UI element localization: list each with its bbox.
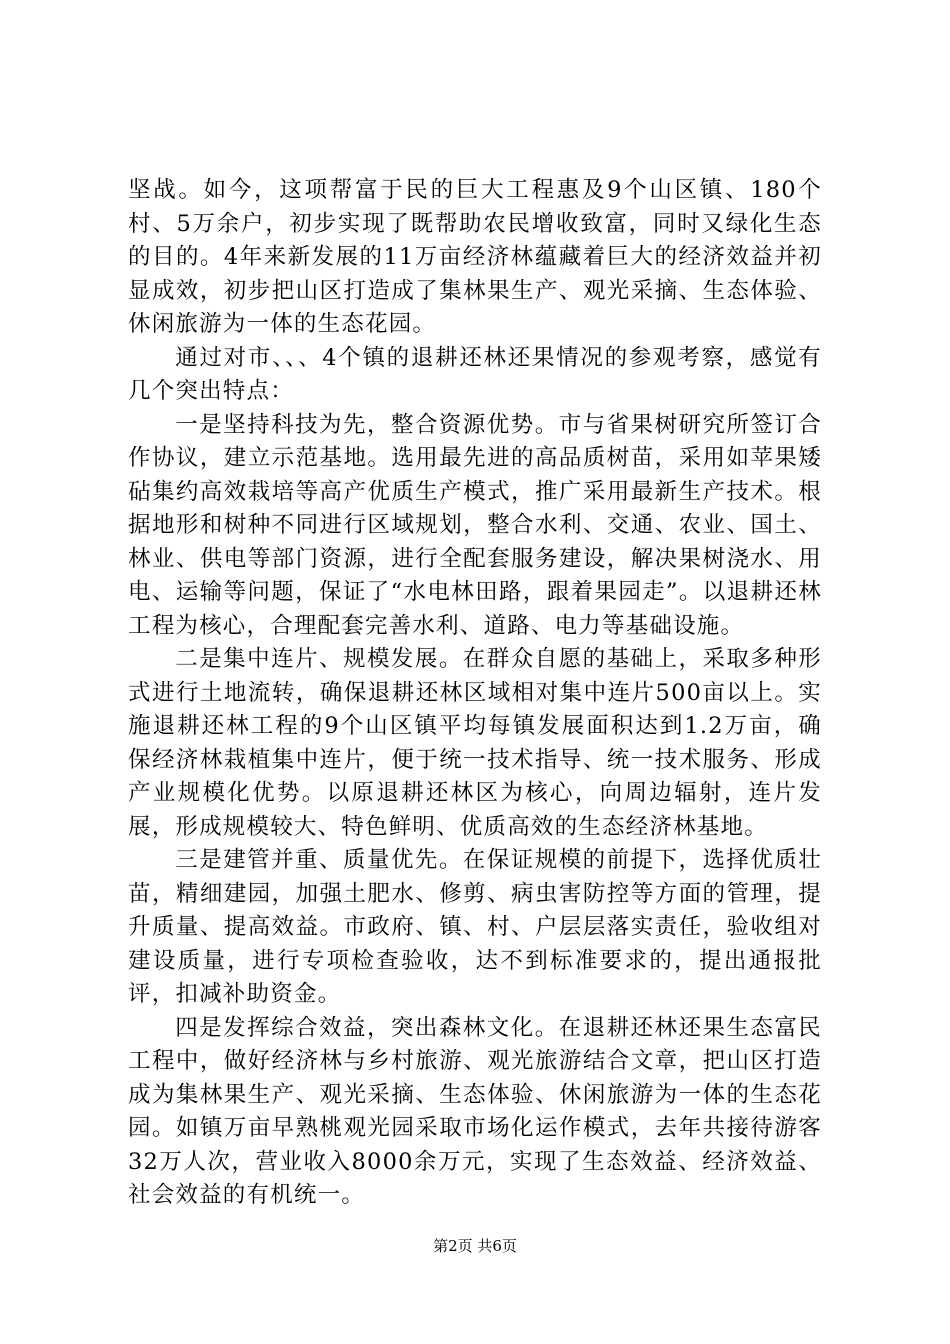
paragraph-point-3: 三是建管并重、质量优先。在保证规模的前提下，选择优质壮苗，精细建园，加强土肥水、修剪、病虫害防控等方面的管理，提升质量、提高效益。市政府、镇、村、户层层落实责任，验收组对建设质量，进行专项检查验收，达不到标准要求的，提出通报批评，扣减补助资金。 (128, 847, 822, 1007)
paragraph-point-4: 四是发挥综合效益，突出森林文化。在退耕还林还果生态富民工程中，做好经济林与乡村旅游、观光旅游结合文章，把山区打造成为集林果生产、观光采摘、生态体验、休闲旅游为一体的生态花园。如镇万亩早熟桃观光园采取市场化运作模式，去年共接待游客32万人次，营业收入8000余万元，实现了生态效益、经济效益、社会效益的有机统一。 (128, 1014, 822, 1208)
document-body (128, 174, 822, 1213)
paragraph-point-1: 一是坚持科技为先，整合资源优势。市与省果树研究所签订合作协议，建立示范基地。选用最先进的高品质树苗，采用如苹果矮砧集约高效栽培等高产优质生产模式，推广采用最新生产技术。根据地形和树种不同进行区域规划，整合水利、交通、农业、国土、林业、供电等部门资源，进行全配套服务建设，解决果树浇水、用电、运输等问题，保证了“水电林田路，跟着果园走”。以退耕还林工程为核心，合理配套完善水利、道路、电力等基础设施。 (128, 411, 822, 639)
paragraph-continuation: 坚战。如今，这项帮富于民的巨大工程惠及9个山区镇、180个村、5万余户，初步实现了既帮助农民增收致富，同时又绿化生态的目的。4年来新发展的11万亩经济林蕴藏着巨大的经济效益并初显成效，初步把山区打造成了集林果生产、观光采摘、生态体验、休闲旅游为一体的生态花园。 (128, 177, 822, 337)
page-footer: 第2页 共6页 (433, 1237, 517, 1255)
paragraph-intro: 通过对市、、、4个镇的退耕还林还果情况的参观考察，感觉有几个突出特点： (128, 344, 822, 404)
paragraph-point-2: 二是集中连片、规模发展。在群众自愿的基础上，采取多种形式进行土地流转，确保退耕还林区域相对集中连片500亩以上。实施退耕还林工程的9个山区镇平均每镇发展面积达到1.2万亩，确保经济林栽植集中连片，便于统一技术指导、统一技术服务、形成产业规模化优势。以原退耕还林区为核心，向周边辐射，连片发展，形成规模较大、特色鲜明、优质高效的生态经济林基地。 (128, 646, 822, 840)
